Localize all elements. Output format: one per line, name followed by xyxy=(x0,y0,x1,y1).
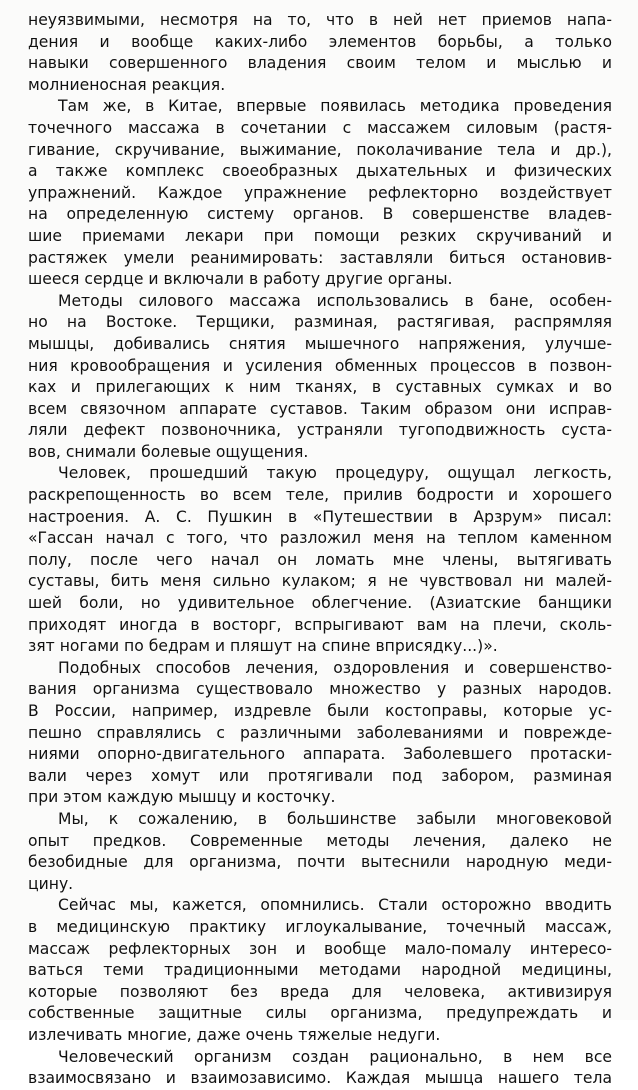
text-line: собственные защитные силы организма, предупреждать и xyxy=(28,1004,612,1023)
paragraph xyxy=(28,658,612,809)
paragraph xyxy=(28,463,612,657)
text-line: ляли дефект позвоночника, устраняли тугоподвижность суста- xyxy=(28,421,612,440)
text-line: неуязвимыми, несмотря на то, что в ней нет приемов напа- xyxy=(28,11,612,29)
paragraph xyxy=(28,1047,612,1090)
text-line: при этом каждую мышцу и косточку. xyxy=(28,788,336,807)
text-line: безобидные для организма, почти вытеснили народную меди- xyxy=(28,853,612,872)
paragraph xyxy=(28,96,612,290)
text-line: упражнений. Каждое упражнение рефлекторно воздействует xyxy=(28,183,612,202)
text-line: излечивать многие, даже очень тяжелые недуги. xyxy=(28,1025,441,1044)
text-line: Мы, к сожалению, в большинстве забыли многовековой xyxy=(58,809,612,828)
text-line: а также комплекс своеобразных дыхательных и физических xyxy=(28,162,612,181)
text-line: полу, после чего начал он ломать мне члены, вытягивать xyxy=(28,550,612,569)
text-line: ниями опорно-двигательного аппарата. Заболевшего протаски- xyxy=(28,745,612,764)
text-line: но на Востоке. Терщики, разминая, растягивая, распрямляя xyxy=(28,313,612,332)
text-line: суставы, бить меня сильно кулаком; я не чувствовал ни малей- xyxy=(28,572,612,591)
paragraph xyxy=(28,895,612,1046)
text-line: раскрепощенность во всем теле, прилив бодрости и хорошего xyxy=(28,486,612,505)
text-line: вали через хомут или протягивали под забором, разминая xyxy=(28,766,612,785)
text-line: точечного массажа в сочетании с массажем силовым (растя- xyxy=(28,118,612,137)
text-line: мышцы, добивались снятия мышечного напряжения, улучше- xyxy=(28,334,612,353)
text-line: растяжек умели реанимировать: заставляли биться остановив- xyxy=(28,248,612,267)
text-line: вов, снимали болевые ощущения. xyxy=(28,442,309,461)
text-line: Человеческий организм создан рационально, в нем все xyxy=(58,1047,612,1066)
text-line: Там же, в Китае, впервые появилась методика проведения xyxy=(58,97,612,116)
text-line: Человек, прошедший такую процедуру, ощущал легкость, xyxy=(58,464,612,483)
text-line: дения и вообще каких-либо элементов борьбы, а только xyxy=(28,32,612,51)
text-line: шие приемами лекари при помощи резких скручиваний и xyxy=(28,226,612,245)
text-line: Подобных способов лечения, оздоровления и совершенство- xyxy=(58,658,612,677)
text-line: вания организма существовало множество у разных народов. xyxy=(28,680,612,699)
text-line: навыки совершенного владения своим телом и мыслью и xyxy=(28,54,612,73)
text-line: молниеносная реакция. xyxy=(28,75,226,94)
text-line: ках и прилегающих к ним тканях, в суставных сумках и во xyxy=(28,378,612,397)
text-line: пешно справлялись с различными заболеваниями и поврежде- xyxy=(28,723,612,742)
text-line: ваться теми традиционными методами народной медицины, xyxy=(28,961,612,980)
text-line: массаж рефлекторных зон и вообще мало-помалу интересо- xyxy=(28,939,612,958)
text-line: В России, например, издревле были костоправы, которые ус- xyxy=(28,702,612,720)
text-line: зят ногами по бедрам и пляшут на спине вприсядку...)». xyxy=(28,637,498,656)
text-line: Сейчас мы, кажется, опомнились. Стали осторожно вводить xyxy=(58,896,612,915)
paragraph xyxy=(28,10,612,96)
text-line: шей боли, но удивительное облегчение. (Азиатские банщики xyxy=(28,594,612,613)
text-line: шееся сердце и включали в работу другие органы. xyxy=(28,270,453,289)
page-text-body xyxy=(28,10,612,1090)
text-line: настроения. А. С. Пушкин в «Путешествии в Арзрум» писал: xyxy=(28,507,612,526)
text-line: в медицинскую практику иглоукалывание, точечный массаж, xyxy=(28,917,612,936)
text-line: «Гассан начал с того, что разложил меня на теплом каменном xyxy=(28,529,612,548)
text-line: цину. xyxy=(28,874,74,893)
text-line: опыт предков. Современные методы лечения, далеко не xyxy=(28,831,612,850)
text-line: на определенную систему органов. В совершенстве владев- xyxy=(28,205,612,224)
text-line: которые позволяют без вреда для человека, активизируя xyxy=(28,982,612,1001)
paragraph xyxy=(28,809,612,895)
text-line: Методы силового массажа использовались в бане, особен- xyxy=(58,291,612,310)
text-line: всем связочном аппарате суставов. Таким образом они исправ- xyxy=(28,399,612,418)
paragraph xyxy=(28,291,612,464)
text-line: приходят иногда в восторг, вспрыгивают вам на плечи, сколь- xyxy=(28,615,612,634)
text-line: гивание, скручивание, выжимание, поколачивание тела и др.), xyxy=(28,140,612,159)
text-line: ния кровообращения и усиления обменных процессов в позвон- xyxy=(28,356,612,375)
text-line: взаимосвязано и взаимозависимо. Каждая мышца нашего тела xyxy=(28,1069,612,1088)
